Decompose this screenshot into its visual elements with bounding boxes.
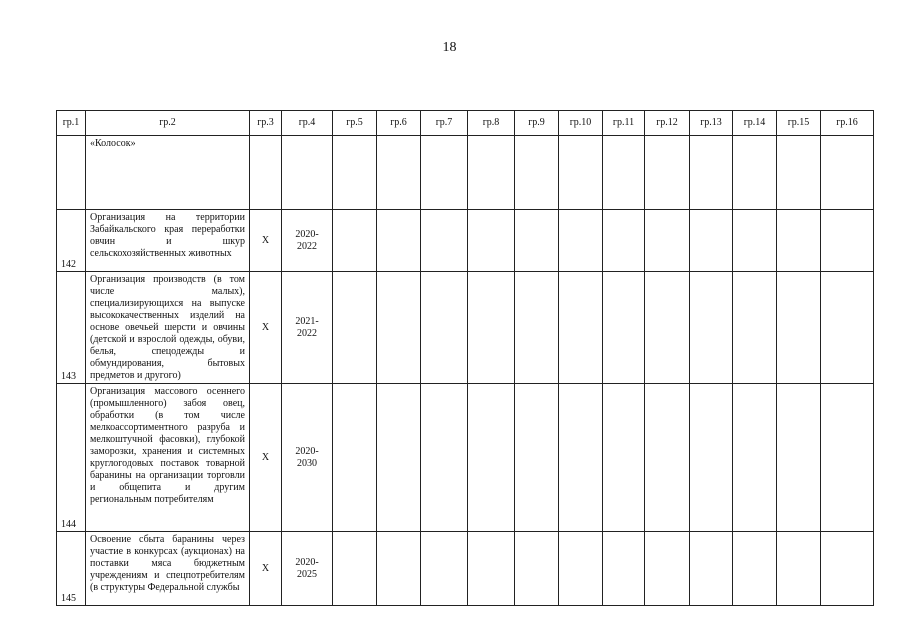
- row-period: [282, 272, 333, 384]
- empty-cell: [733, 272, 777, 384]
- empty-cell: [377, 384, 421, 532]
- column-header-gr13: гр.13: [690, 111, 733, 136]
- empty-cell: [559, 272, 603, 384]
- empty-cell: [690, 210, 733, 272]
- empty-cell: [333, 272, 377, 384]
- empty-cell: [377, 136, 421, 210]
- empty-cell: [377, 532, 421, 606]
- empty-cell: [468, 272, 515, 384]
- empty-cell: [733, 532, 777, 606]
- row-number: 144: [57, 384, 86, 532]
- row-description: Освоение сбыта баранины через участие в конкурсах (аукционах) на поставки мяса бюджетным учреждениям и спецпотребителям (в структуры Федеральной службы: [86, 532, 250, 606]
- column-header-gr4: гр.4: [282, 111, 333, 136]
- empty-cell: [377, 210, 421, 272]
- row-number: 143: [57, 272, 86, 384]
- page-number: 18: [442, 40, 457, 55]
- empty-cell: [603, 210, 645, 272]
- row-mark: X: [250, 272, 282, 384]
- table-row: [57, 384, 874, 532]
- row-description: Организация на территории Забайкальского края переработки овчин и шкур сельскохозяйственных животных: [86, 210, 250, 272]
- empty-cell: [603, 384, 645, 532]
- row-period: [282, 136, 333, 210]
- empty-cell: [777, 384, 821, 532]
- column-header-gr10: гр.10: [559, 111, 603, 136]
- empty-cell: [333, 210, 377, 272]
- column-header-gr5: гр.5: [333, 111, 377, 136]
- row-period: [282, 532, 333, 606]
- empty-cell: [821, 210, 874, 272]
- empty-cell: [468, 532, 515, 606]
- empty-cell: [690, 532, 733, 606]
- empty-cell: [777, 532, 821, 606]
- empty-cell: [421, 136, 468, 210]
- empty-cell: [333, 136, 377, 210]
- empty-cell: [603, 136, 645, 210]
- column-header-gr12: гр.12: [645, 111, 690, 136]
- empty-cell: [821, 384, 874, 532]
- plan-table: [56, 110, 874, 606]
- empty-cell: [645, 272, 690, 384]
- row-number: 145: [57, 532, 86, 606]
- empty-cell: [333, 532, 377, 606]
- row-number: 142: [57, 210, 86, 272]
- row-description: Организация производств (в том числе малых), специализирующихся на выпуске высококачественных изделий на основе овечьей шерсти и овчины (детской и взрослой одежды, обуви, белья, спецодежды и обмундирования, бытовых предметов и другого): [86, 272, 250, 384]
- row-period-text: 2021- 2022: [295, 315, 319, 339]
- row-number: [57, 136, 86, 210]
- empty-cell: [421, 532, 468, 606]
- empty-cell: [421, 384, 468, 532]
- empty-cell: [559, 136, 603, 210]
- empty-cell: [733, 210, 777, 272]
- column-header-gr6: гр.6: [377, 111, 421, 136]
- empty-cell: [515, 272, 559, 384]
- column-header-gr7: гр.7: [421, 111, 468, 136]
- empty-cell: [559, 532, 603, 606]
- empty-cell: [515, 532, 559, 606]
- row-period-text: 2020- 2025: [295, 556, 319, 580]
- empty-cell: [603, 272, 645, 384]
- column-header-gr9: гр.9: [515, 111, 559, 136]
- row-description: Организация массового осеннего (промышленного) забоя овец, обработки (в том числе мелкоассортиментного разруба и мелкоштучной фасовки), глубокой заморозки, хранения и системных круглогодовых поставок товарной баранины на организации торговли и общепита и другим региональным потребителям: [86, 384, 250, 532]
- empty-cell: [777, 272, 821, 384]
- empty-cell: [777, 210, 821, 272]
- empty-cell: [733, 136, 777, 210]
- row-description: «Колосок»: [86, 136, 250, 210]
- table-row: [57, 532, 874, 606]
- row-mark: X: [250, 384, 282, 532]
- empty-cell: [690, 272, 733, 384]
- empty-cell: [421, 272, 468, 384]
- column-header-gr15: гр.15: [777, 111, 821, 136]
- table-row: [57, 210, 874, 272]
- column-header-gr14: гр.14: [733, 111, 777, 136]
- row-period: [282, 210, 333, 272]
- empty-cell: [377, 272, 421, 384]
- column-header-gr8: гр.8: [468, 111, 515, 136]
- row-period-text: 2020- 2022: [295, 228, 319, 252]
- table-row: [57, 272, 874, 384]
- row-period: [282, 384, 333, 532]
- column-header-gr1: гр.1: [57, 111, 86, 136]
- empty-cell: [515, 136, 559, 210]
- empty-cell: [515, 210, 559, 272]
- empty-cell: [645, 210, 690, 272]
- empty-cell: [559, 384, 603, 532]
- empty-cell: [645, 532, 690, 606]
- empty-cell: [515, 384, 559, 532]
- empty-cell: [559, 210, 603, 272]
- column-header-gr3: гр.3: [250, 111, 282, 136]
- row-mark: [250, 136, 282, 210]
- empty-cell: [645, 384, 690, 532]
- column-header-gr2: гр.2: [86, 111, 250, 136]
- empty-cell: [468, 136, 515, 210]
- empty-cell: [821, 136, 874, 210]
- empty-cell: [690, 384, 733, 532]
- empty-cell: [777, 136, 821, 210]
- empty-cell: [333, 384, 377, 532]
- table-row: [57, 136, 874, 210]
- empty-cell: [733, 384, 777, 532]
- row-mark: X: [250, 210, 282, 272]
- empty-cell: [821, 532, 874, 606]
- row-period-text: 2020- 2030: [295, 445, 319, 469]
- column-header-gr11: гр.11: [603, 111, 645, 136]
- empty-cell: [468, 384, 515, 532]
- empty-cell: [603, 532, 645, 606]
- empty-cell: [468, 210, 515, 272]
- empty-cell: [821, 272, 874, 384]
- header-row: [57, 111, 874, 136]
- column-header-gr16: гр.16: [821, 111, 874, 136]
- empty-cell: [690, 136, 733, 210]
- row-mark: X: [250, 532, 282, 606]
- empty-cell: [421, 210, 468, 272]
- empty-cell: [645, 136, 690, 210]
